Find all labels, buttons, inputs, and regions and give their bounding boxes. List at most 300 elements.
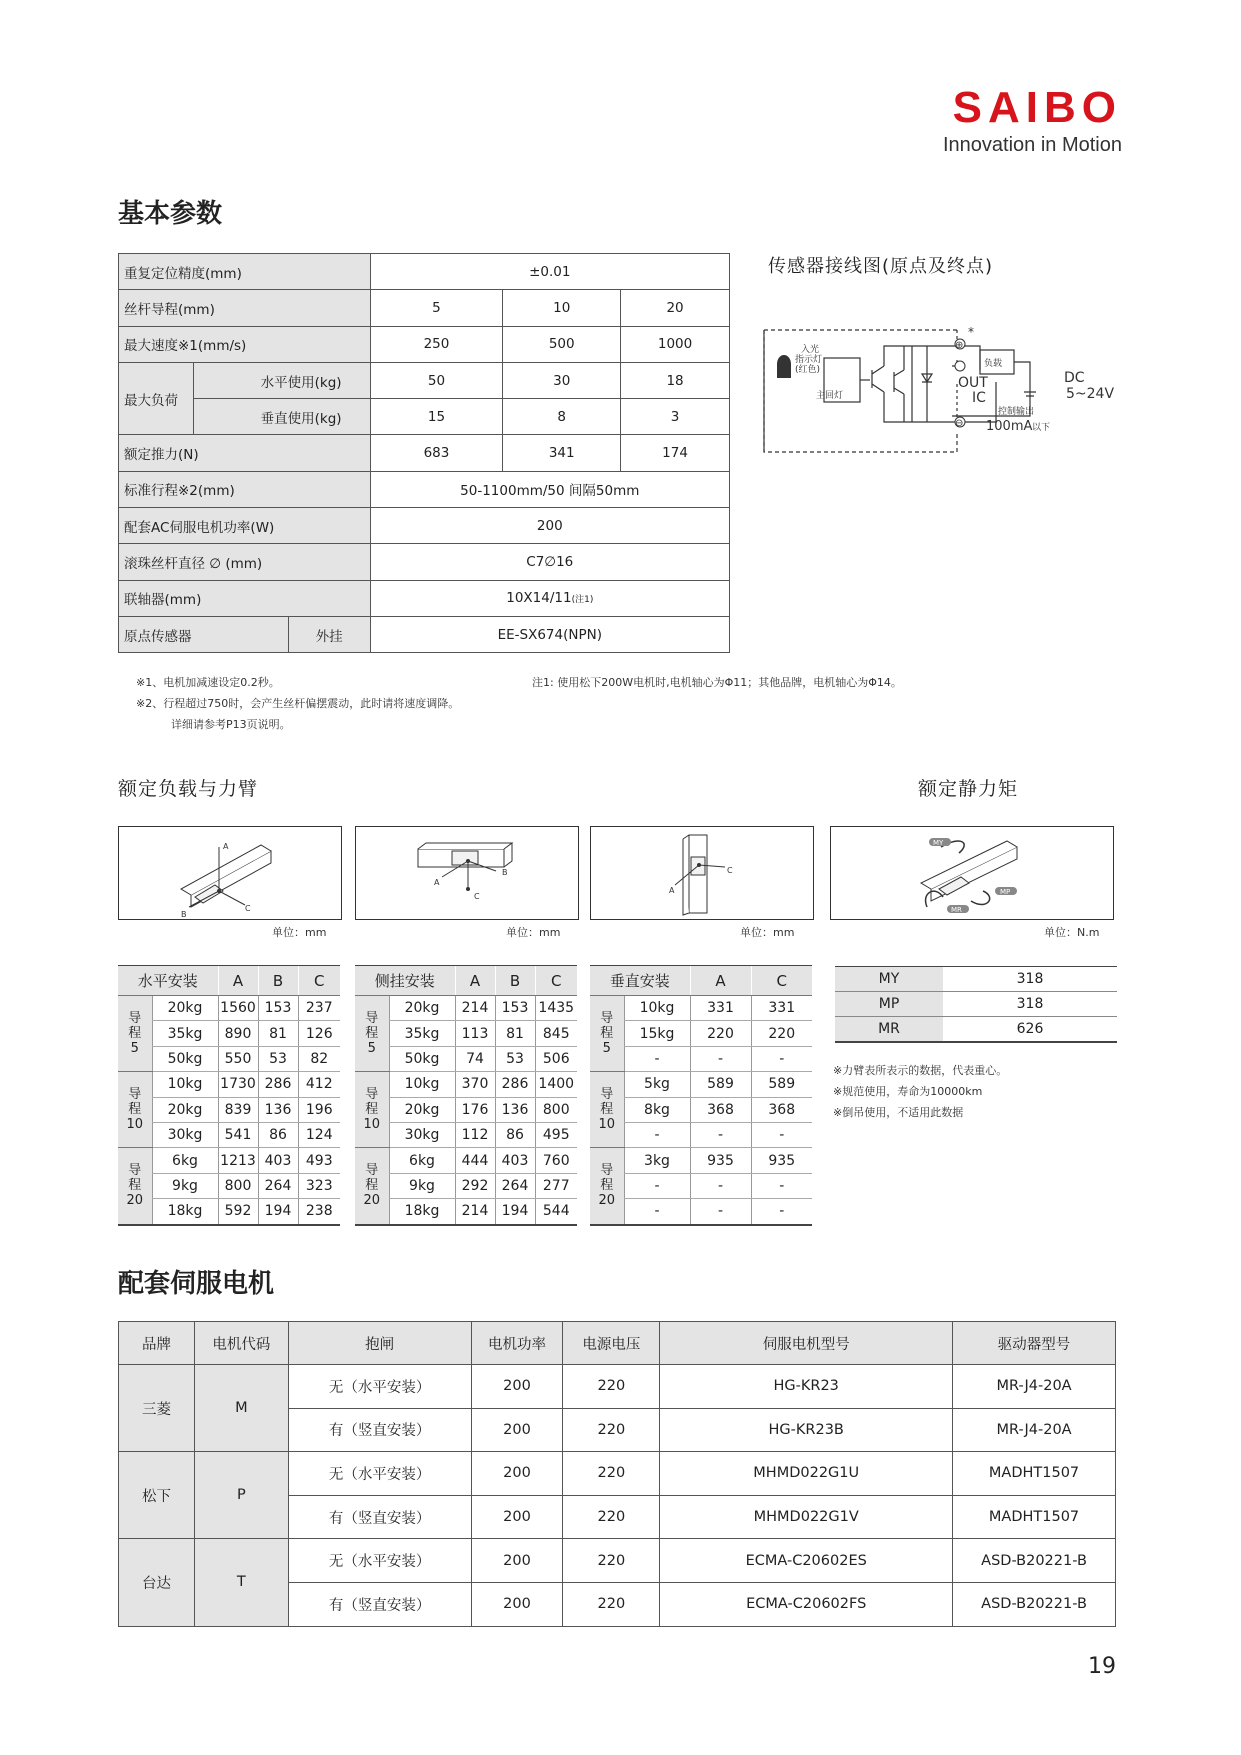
cell: 890 [218, 1021, 258, 1046]
cell: - [624, 1199, 690, 1225]
moment-key: MR [835, 1017, 943, 1043]
cell: 368 [690, 1097, 751, 1122]
param-label: 最大负荷 [119, 362, 194, 435]
table-header: A [690, 966, 751, 996]
cell: 370 [455, 1072, 495, 1097]
table-header: 抱闸 [288, 1322, 471, 1365]
cell: 220 [751, 1021, 812, 1046]
cell: 10kg [624, 996, 690, 1021]
param-label: 丝杆导程(mm) [119, 290, 371, 326]
cell: 220 [563, 1365, 660, 1409]
table-row [590, 996, 812, 1021]
label-a: A [669, 886, 675, 895]
table-row [355, 1046, 577, 1071]
cell: - [751, 1122, 812, 1147]
table-header: 伺服电机型号 [660, 1322, 953, 1365]
table-row [355, 1199, 577, 1225]
param-value: 15 [370, 399, 503, 435]
param-value: 3 [621, 399, 730, 435]
cell: 81 [495, 1021, 535, 1046]
param-value: 50-1100mm/50 间隔50mm [370, 471, 729, 507]
group-label-char: 程 [600, 1026, 614, 1042]
label-my: MY [933, 839, 944, 847]
cell: 35kg [152, 1021, 218, 1046]
group-label-char: 导 [128, 1163, 142, 1179]
cell: MADHT1507 [953, 1452, 1116, 1496]
wiring-below: 以下 [1032, 423, 1051, 433]
cell: 136 [258, 1097, 298, 1122]
cell: ECMA-C20602ES [660, 1539, 953, 1583]
table-header: 电机功率 [471, 1322, 563, 1365]
cell: 220 [563, 1452, 660, 1496]
cell: 331 [690, 996, 751, 1021]
wiring-diagram [762, 322, 1122, 462]
table-header: 水平安装 [118, 966, 218, 996]
table-header: 侧挂安装 [355, 966, 455, 996]
table-header: 垂直安装 [590, 966, 690, 996]
load-table-vertical [590, 965, 812, 1226]
logo-mark: SAIBO [952, 83, 1122, 132]
table-row [355, 1173, 577, 1198]
params-row-motor [119, 508, 730, 544]
code-cell: M [194, 1365, 288, 1452]
cell: 403 [495, 1148, 535, 1173]
brand-cell: 三菱 [119, 1365, 195, 1452]
cell: 1400 [535, 1072, 577, 1097]
cell: 18kg [389, 1199, 455, 1225]
cell: 无（水平安装） [288, 1452, 471, 1496]
param-value-coupling [370, 580, 729, 616]
table-row [119, 1452, 1116, 1496]
cell: 220 [563, 1582, 660, 1626]
diagram-vertical-drawing [591, 827, 813, 919]
cell: 589 [690, 1072, 751, 1097]
param-value: 250 [370, 326, 503, 362]
table-header: 电源电压 [563, 1322, 660, 1365]
wiring-star: * [968, 325, 974, 339]
table-header: 品牌 [119, 1322, 195, 1365]
moment-note: ※力臂表所表示的数据，代表重心。 [833, 1064, 1008, 1077]
params-row-screw [119, 544, 730, 580]
label-c: C [727, 866, 733, 875]
unit-label: 单位：mm [506, 926, 561, 939]
group-label [355, 996, 389, 1072]
table-header: 电机代码 [194, 1322, 288, 1365]
cell: MR-J4-20A [953, 1365, 1116, 1409]
cell: 200 [471, 1452, 563, 1496]
param-value: 5 [370, 290, 503, 326]
param-label: 额定推力(N) [119, 435, 371, 471]
cell: 53 [495, 1046, 535, 1071]
table-row [355, 1072, 577, 1097]
cell: 839 [218, 1097, 258, 1122]
page-number: 19 [1088, 1654, 1116, 1679]
group-label [355, 1148, 389, 1225]
table-row [590, 1173, 812, 1198]
param-label: 最大速度※1(mm/s) [119, 326, 371, 362]
cell: 113 [455, 1021, 495, 1046]
param-label: 配套AC伺服电机功率(W) [119, 508, 371, 544]
section-title-servo: 配套伺服电机 [118, 1269, 275, 1299]
brand-logo [900, 83, 1122, 156]
section-title-load: 额定负载与力臂 [118, 778, 259, 800]
note-3: 详细请参考P13页说明。 [171, 718, 291, 731]
cell: 8kg [624, 1097, 690, 1122]
params-row-repeat [119, 254, 730, 290]
cell: 20kg [389, 996, 455, 1021]
cell: HG-KR23 [660, 1365, 953, 1409]
wiring-ic: IC [972, 390, 986, 406]
cell: - [624, 1046, 690, 1071]
group-label [590, 996, 624, 1072]
label-a: A [223, 842, 229, 851]
cell: 1560 [218, 996, 258, 1021]
table-row [118, 1046, 340, 1071]
group-label-char: 程 [365, 1102, 379, 1118]
cell: 18kg [152, 1199, 218, 1225]
cell: 200 [471, 1365, 563, 1409]
table-header: C [298, 966, 340, 996]
group-label-char: 程 [365, 1178, 379, 1194]
cell: 214 [455, 996, 495, 1021]
group-label-char: 导 [128, 1087, 142, 1103]
param-value: 500 [503, 326, 621, 362]
table-row [118, 996, 340, 1021]
moment-key: MY [835, 967, 943, 992]
cell: 74 [455, 1046, 495, 1071]
table-row [355, 1097, 577, 1122]
wiring-red: (红色) [795, 365, 821, 375]
table-header: A [455, 966, 495, 996]
cell: 292 [455, 1173, 495, 1198]
table-row [119, 1365, 1116, 1409]
params-row-speed [119, 326, 730, 362]
label-mp: MP [1000, 888, 1011, 896]
cell: 136 [495, 1097, 535, 1122]
params-row-stroke [119, 471, 730, 507]
table-header: B [258, 966, 298, 996]
cell: 6kg [152, 1148, 218, 1173]
moment-note: ※规范使用，寿命为10000km [833, 1085, 983, 1098]
brand-cell: 松下 [119, 1452, 195, 1539]
cell: 86 [258, 1122, 298, 1147]
group-label [118, 1072, 152, 1148]
params-table [118, 253, 730, 653]
group-label [118, 1148, 152, 1225]
cell: 50kg [152, 1046, 218, 1071]
param-sublabel: 水平使用(kg) [193, 362, 370, 398]
cell: 592 [218, 1199, 258, 1225]
table-row [355, 1021, 577, 1046]
diagram-side-drawing [356, 827, 578, 919]
cell: 506 [535, 1046, 577, 1071]
cell: - [690, 1122, 751, 1147]
cell: 589 [751, 1072, 812, 1097]
diagram-moment-drawing [831, 827, 1113, 919]
diagram-horizontal [118, 826, 342, 920]
cell: 220 [563, 1495, 660, 1539]
param-value: 200 [370, 508, 729, 544]
cell: 有（竖直安装） [288, 1582, 471, 1626]
cell: 无（水平安装） [288, 1539, 471, 1583]
cell: 544 [535, 1199, 577, 1225]
param-sublabel: 外挂 [288, 616, 370, 652]
group-label-char: 程 [128, 1102, 142, 1118]
wiring-out: OUT [958, 375, 988, 391]
table-row [118, 1072, 340, 1097]
param-value: 10X14/11 [506, 590, 572, 607]
param-label: 滚珠丝杆直径 ∅ (mm) [119, 544, 371, 580]
cell: 214 [455, 1199, 495, 1225]
cell: 1213 [218, 1148, 258, 1173]
table-row [590, 1097, 812, 1122]
cell: 264 [258, 1173, 298, 1198]
code-cell: P [194, 1452, 288, 1539]
group-label-num: 10 [363, 1117, 381, 1133]
params-row-thrust [119, 435, 730, 471]
group-label-char: 导 [600, 1087, 614, 1103]
table-row [355, 1148, 577, 1173]
group-label [590, 1148, 624, 1225]
cell: - [751, 1173, 812, 1198]
wiring-in-light: 入光 [801, 345, 820, 355]
cell: 760 [535, 1148, 577, 1173]
cell: 200 [471, 1582, 563, 1626]
diagram-moment [830, 826, 1114, 920]
cell: 196 [298, 1097, 340, 1122]
servo-table [118, 1321, 1116, 1627]
cell: 153 [495, 996, 535, 1021]
params-row-coupling [119, 580, 730, 616]
table-row [590, 1199, 812, 1225]
brand-cell: 台达 [119, 1539, 195, 1626]
cell: 53 [258, 1046, 298, 1071]
table-header: 驱动器型号 [953, 1322, 1116, 1365]
wiring-title: 传感器接线图(原点及终点) [768, 256, 994, 277]
group-label-char: 程 [365, 1026, 379, 1042]
cell: MR-J4-20A [953, 1408, 1116, 1452]
moment-notes [833, 1060, 1007, 1123]
cell: 800 [535, 1097, 577, 1122]
param-value: 8 [503, 399, 621, 435]
group-label-num: 5 [367, 1041, 376, 1057]
wiring-ctrl-out: 控制输出 [998, 407, 1035, 417]
cell: 112 [455, 1122, 495, 1147]
cell: 194 [258, 1199, 298, 1225]
table-row [835, 992, 1117, 1017]
cell: 286 [258, 1072, 298, 1097]
cell: 220 [563, 1408, 660, 1452]
table-row [118, 1021, 340, 1046]
cell: 444 [455, 1148, 495, 1173]
group-label-num: 20 [598, 1193, 616, 1209]
cell: - [624, 1173, 690, 1198]
cell: ASD-B20221-B [953, 1539, 1116, 1583]
cell: - [690, 1199, 751, 1225]
note-1: ※1、电机加减速设定0.2秒。 [136, 676, 280, 689]
wiring-dc: DC [1064, 370, 1085, 386]
wiring-load: 负载 [984, 359, 1003, 369]
group-label-num: 10 [126, 1117, 144, 1133]
cell: 50kg [389, 1046, 455, 1071]
table-row [118, 1097, 340, 1122]
param-value: 18 [621, 362, 730, 398]
param-label: 原点传感器 [119, 616, 289, 652]
cell: 81 [258, 1021, 298, 1046]
cell: 194 [495, 1199, 535, 1225]
cell: 3kg [624, 1148, 690, 1173]
table-header: C [751, 966, 812, 996]
cell: 935 [751, 1148, 812, 1173]
cell: 有（竖直安装） [288, 1495, 471, 1539]
cell: 9kg [152, 1173, 218, 1198]
table-row [835, 967, 1117, 992]
cell: 237 [298, 996, 340, 1021]
load-table-side [355, 965, 577, 1226]
section-title-moment: 额定静力矩 [918, 778, 1019, 800]
cell: 35kg [389, 1021, 455, 1046]
cell: 10kg [152, 1072, 218, 1097]
param-value: 50 [370, 362, 503, 398]
cell: 323 [298, 1173, 340, 1198]
diagram-horizontal-drawing [119, 827, 341, 919]
label-c: C [245, 904, 251, 913]
notes-block [136, 672, 459, 735]
cell: 368 [751, 1097, 812, 1122]
table-row [590, 1046, 812, 1071]
cell: 331 [751, 996, 812, 1021]
table-row [835, 1017, 1117, 1043]
group-label-char: 导 [600, 1163, 614, 1179]
cell: 30kg [389, 1122, 455, 1147]
param-value: ±0.01 [370, 254, 729, 290]
group-label-char: 导 [365, 1087, 379, 1103]
table-row [590, 1072, 812, 1097]
group-label-char: 程 [128, 1026, 142, 1042]
unit-label: 单位：mm [740, 926, 795, 939]
cell: 1730 [218, 1072, 258, 1097]
group-label-num: 10 [598, 1117, 616, 1133]
cell: HG-KR23B [660, 1408, 953, 1452]
params-row-lead [119, 290, 730, 326]
cell: 15kg [624, 1021, 690, 1046]
cell: 238 [298, 1199, 340, 1225]
moment-value: 626 [943, 1017, 1117, 1043]
cell: 82 [298, 1046, 340, 1071]
cell: 200 [471, 1495, 563, 1539]
label-c: C [474, 892, 480, 901]
cell: 403 [258, 1148, 298, 1173]
label-b: B [502, 868, 508, 877]
cell: 10kg [389, 1072, 455, 1097]
table-row [118, 1148, 340, 1173]
diagram-vertical [590, 826, 814, 920]
group-label-char: 导 [128, 1011, 142, 1027]
wiring-voltage: 5~24V [1066, 386, 1115, 402]
param-value: 20 [621, 290, 730, 326]
note-z1: 注1: 使用松下200W电机时,电机轴心为Φ11；其他品牌，电机轴心为Φ14。 [532, 676, 902, 689]
group-label-num: 20 [126, 1193, 144, 1209]
cell: - [624, 1122, 690, 1147]
cell: 200 [471, 1408, 563, 1452]
cell: 30kg [152, 1122, 218, 1147]
param-value: 1000 [621, 326, 730, 362]
cell: 无（水平安装） [288, 1365, 471, 1409]
wiring-current: 100mA [986, 419, 1033, 434]
param-value: C7∅16 [370, 544, 729, 580]
cell: - [690, 1046, 751, 1071]
cell: 20kg [152, 996, 218, 1021]
cell: MHMD022G1U [660, 1452, 953, 1496]
group-label [590, 1072, 624, 1148]
cell: MADHT1507 [953, 1495, 1116, 1539]
param-value: 341 [503, 435, 621, 471]
param-value: 174 [621, 435, 730, 471]
cell: 220 [563, 1539, 660, 1583]
code-cell: T [194, 1539, 288, 1626]
table-header: B [495, 966, 535, 996]
cell: 1435 [535, 996, 577, 1021]
table-header: C [535, 966, 577, 996]
cell: 20kg [152, 1097, 218, 1122]
moment-table [835, 966, 1117, 1043]
wiring-main-circuit: 主回灯 [816, 391, 844, 401]
table-row [118, 1199, 340, 1225]
cell: 20kg [389, 1097, 455, 1122]
cell: 126 [298, 1021, 340, 1046]
moment-value: 318 [943, 992, 1117, 1017]
param-value: 10 [503, 290, 621, 326]
logo-tagline: Innovation in Motion [942, 134, 1122, 156]
group-label-char: 程 [128, 1178, 142, 1194]
wiring-indicator: 指示灯 [795, 355, 823, 365]
param-value: EE-SX674(NPN) [370, 616, 729, 652]
cell: - [751, 1199, 812, 1225]
group-label-num: 5 [130, 1041, 139, 1057]
group-label-char: 程 [600, 1102, 614, 1118]
cell: 412 [298, 1072, 340, 1097]
cell: 5kg [624, 1072, 690, 1097]
cell: - [751, 1046, 812, 1071]
table-row [590, 1148, 812, 1173]
diagram-side [355, 826, 579, 920]
param-value: 30 [503, 362, 621, 398]
cell: 935 [690, 1148, 751, 1173]
note-2: ※2、行程超过750时，会产生丝杆偏摆震动，此时请将速度调降。 [136, 697, 460, 710]
group-label-char: 导 [365, 1163, 379, 1179]
cell: 86 [495, 1122, 535, 1147]
cell: 176 [455, 1097, 495, 1122]
table-header: A [218, 966, 258, 996]
cell: 800 [218, 1173, 258, 1198]
params-row-load-v [119, 399, 730, 435]
table-row [119, 1539, 1116, 1583]
param-label: 标准行程※2(mm) [119, 471, 371, 507]
param-label: 联轴器(mm) [119, 580, 371, 616]
group-label-char: 导 [600, 1011, 614, 1027]
table-row [590, 1021, 812, 1046]
moment-key: MP [835, 992, 943, 1017]
group-label-char: 程 [600, 1178, 614, 1194]
cell: 541 [218, 1122, 258, 1147]
label-a: A [434, 878, 440, 887]
moment-note: ※倒吊使用，不适用此数据 [833, 1106, 964, 1119]
params-row-sensor [119, 616, 730, 652]
cell: 495 [535, 1122, 577, 1147]
group-label-num: 20 [363, 1193, 381, 1209]
cell: 264 [495, 1173, 535, 1198]
cell: 845 [535, 1021, 577, 1046]
